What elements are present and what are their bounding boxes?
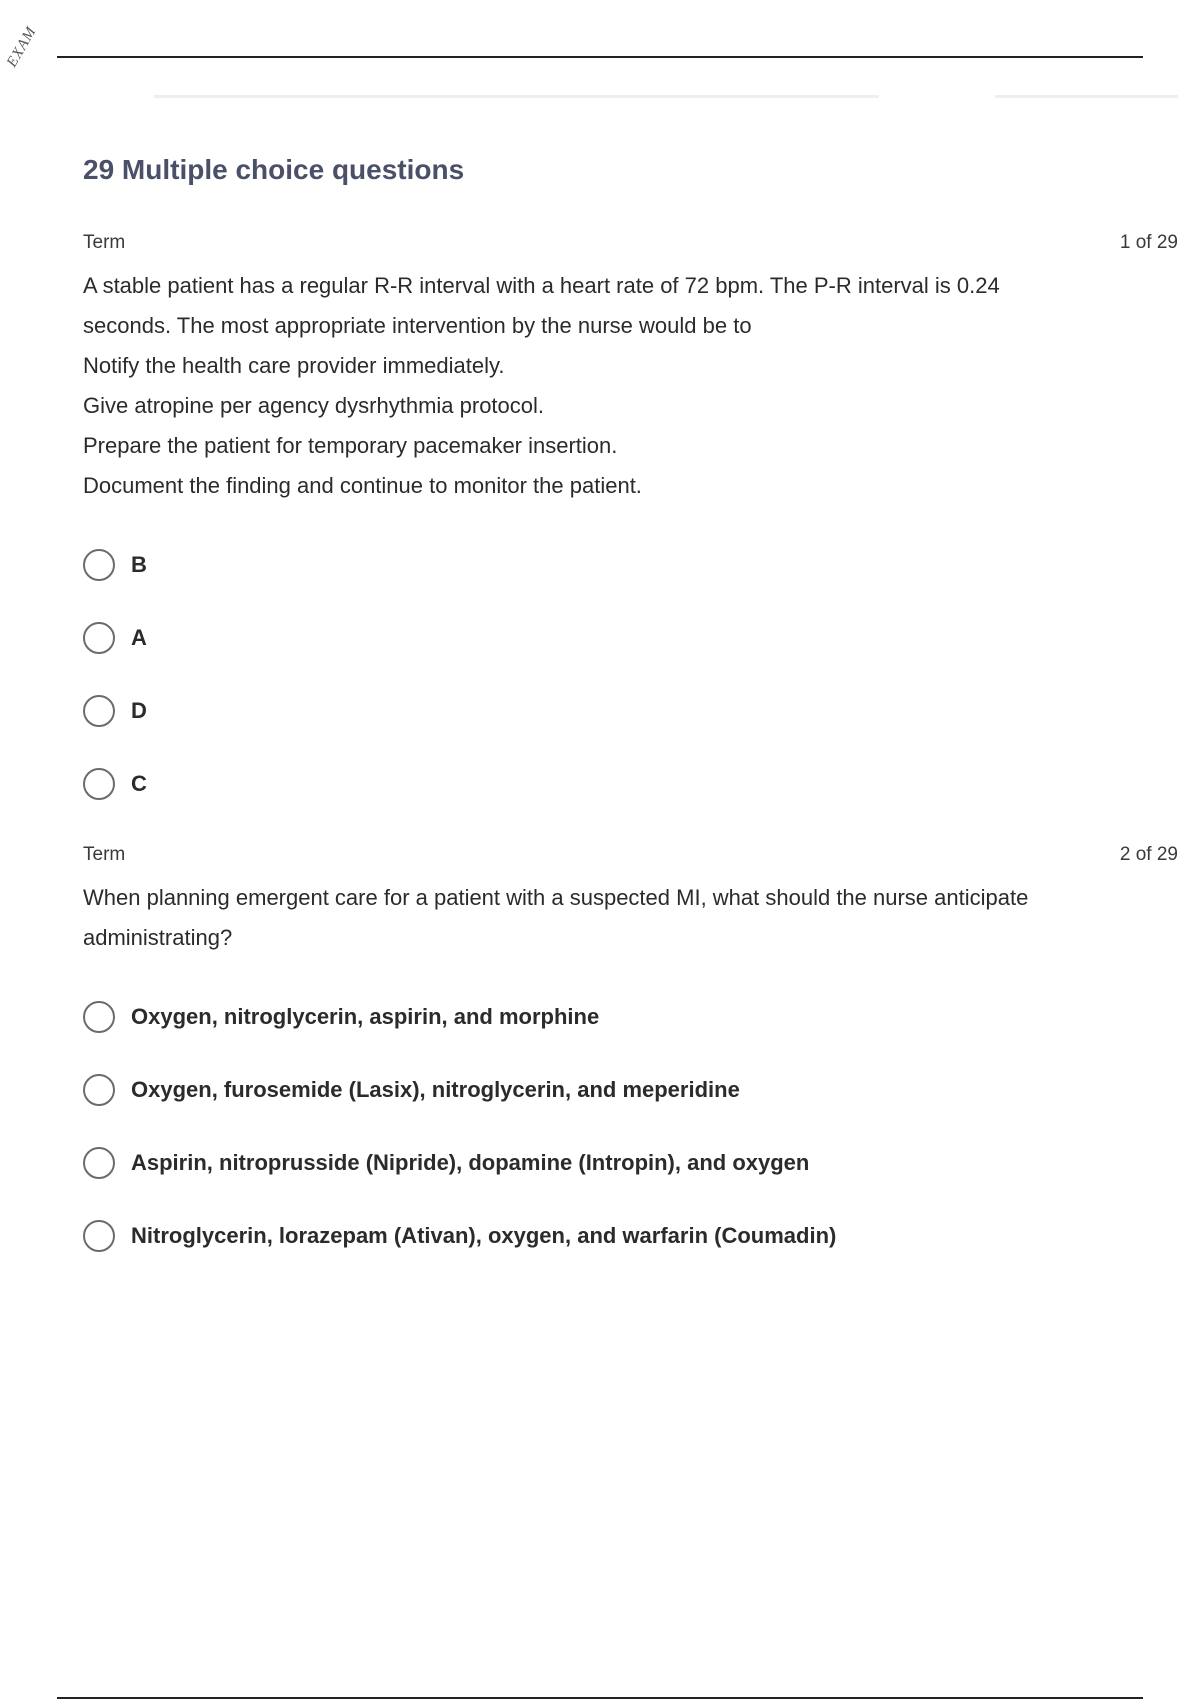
question-line: administrating? (83, 925, 233, 950)
faint-header-bar-right (995, 95, 1178, 98)
answer-options (83, 980, 1178, 1272)
question-header (83, 842, 1178, 868)
term-label: Term (83, 232, 126, 253)
question-line: A stable patient has a regular R-R interval with a heart rate of 72 bpm. The P-R interval is 0.24 (83, 273, 1000, 298)
question-line: seconds. The most appropriate intervention by the nurse would be to (83, 313, 752, 338)
exam-watermark: EXAM (4, 23, 40, 70)
radio-button[interactable] (83, 549, 115, 581)
question-card-2 (83, 842, 1178, 1272)
question-counter: 1 of 29 (1119, 232, 1178, 253)
faint-header-bar (154, 95, 879, 98)
top-rule (57, 56, 1143, 58)
question-line: Give atropine per agency dysrhythmia protocol. (83, 393, 545, 418)
question-card-1 (83, 230, 1178, 820)
radio-button[interactable] (83, 695, 115, 727)
question-line: Prepare the patient for temporary pacemaker insertion. (83, 433, 618, 458)
question-line: Document the finding and continue to monitor the patient. (83, 473, 642, 498)
option-label: Oxygen, furosemide (Lasix), nitroglycerin, and meperidine (131, 1076, 740, 1102)
option-label: D (131, 697, 147, 723)
bottom-rule (57, 1697, 1143, 1699)
term-label: Term (83, 844, 126, 865)
radio-button[interactable] (83, 768, 115, 800)
question-text (83, 266, 1178, 506)
option-label: C (131, 770, 147, 796)
question-header (83, 230, 1178, 256)
option-label: Aspirin, nitroprusside (Nipride), dopamine (Intropin), and oxygen (131, 1149, 810, 1175)
option-label: Oxygen, nitroglycerin, aspirin, and morphine (131, 1003, 600, 1029)
radio-button[interactable] (83, 1220, 115, 1252)
answer-option-4[interactable] (83, 1199, 1178, 1272)
option-label: A (131, 624, 147, 650)
answer-option-3[interactable] (83, 1126, 1178, 1199)
quiz-content (83, 150, 1178, 1294)
answer-option-1[interactable] (83, 980, 1178, 1053)
radio-button[interactable] (83, 1001, 115, 1033)
option-label: Nitroglycerin, lorazepam (Ativan), oxygen, and warfarin (Coumadin) (131, 1222, 837, 1248)
question-counter: 2 of 29 (1119, 844, 1178, 865)
answer-option-2[interactable] (83, 1053, 1178, 1126)
answer-option-d[interactable] (83, 674, 1178, 747)
section-title: 29 Multiple choice questions (83, 154, 465, 185)
question-text (83, 878, 1178, 958)
answer-option-a[interactable] (83, 601, 1178, 674)
radio-button[interactable] (83, 1074, 115, 1106)
answer-option-b[interactable] (83, 528, 1178, 601)
question-line: Notify the health care provider immediately. (83, 353, 505, 378)
answer-option-c[interactable] (83, 747, 1178, 820)
radio-button[interactable] (83, 622, 115, 654)
question-line: When planning emergent care for a patient with a suspected MI, what should the nurse anticipate (83, 885, 1029, 910)
radio-button[interactable] (83, 1147, 115, 1179)
answer-options (83, 528, 1178, 820)
option-label: B (131, 551, 147, 577)
